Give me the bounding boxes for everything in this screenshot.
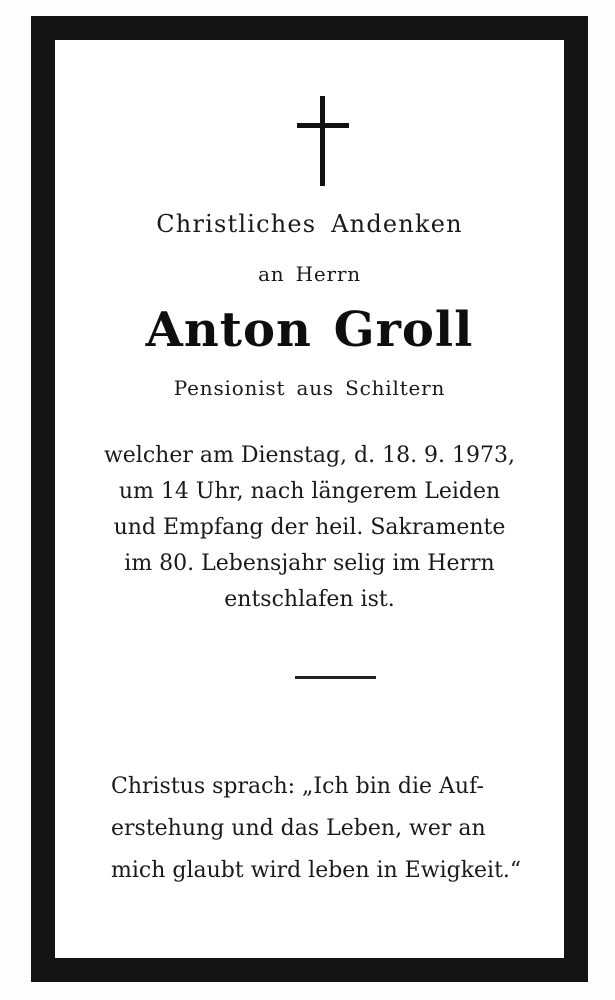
cross-horizontal-bar xyxy=(297,123,349,128)
death-notice-text xyxy=(55,438,564,618)
salutation: an Herrn xyxy=(258,262,361,286)
notice-line: um 14 Uhr, nach längerem Leiden xyxy=(118,479,501,504)
quote-line: erstehung und das Leben, wer an xyxy=(111,816,486,841)
quote-line: mich glaubt wird leben in Ewigkeit.“ xyxy=(111,858,522,883)
card-paper xyxy=(55,40,564,958)
cross-vertical-bar xyxy=(320,96,325,186)
deceased-name: Anton Groll xyxy=(145,302,474,358)
cross-icon xyxy=(297,96,349,186)
quote-line: Christus sprach: „Ich bin die Auf- xyxy=(111,774,484,799)
notice-line: welcher am Dienstag, d. 18. 9. 1973, xyxy=(103,443,516,468)
notice-line: und Empfang der heil. Sakramente xyxy=(113,515,506,540)
notice-line: entschlafen ist. xyxy=(224,587,395,612)
occupation-line: Pensionist aus Schiltern xyxy=(173,376,446,400)
black-mourning-border xyxy=(31,16,588,982)
notice-line: im 80. Lebensjahr selig im Herrn xyxy=(124,551,495,576)
bible-quote xyxy=(111,766,551,892)
section-divider xyxy=(295,676,376,679)
card-heading: Christliches Andenken xyxy=(156,210,463,238)
